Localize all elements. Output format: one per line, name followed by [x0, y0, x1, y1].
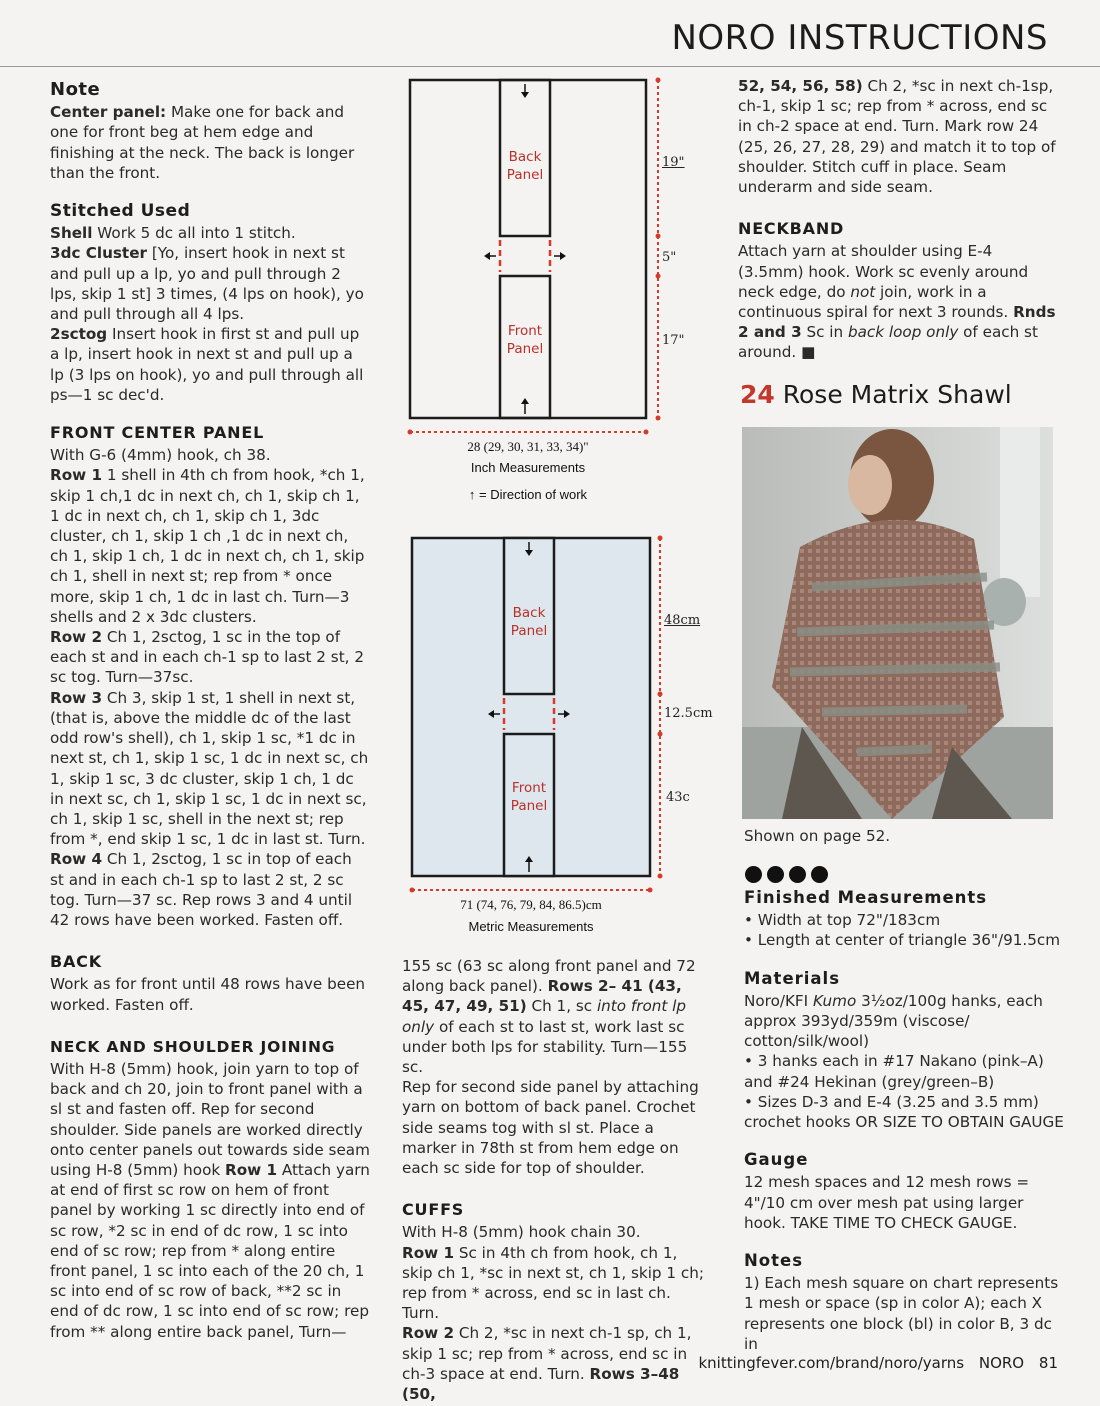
- cm-mid-measure: 12.5cm: [664, 706, 713, 721]
- cont-text: Ch 2, *sc in next ch-1sp, ch-1, skip 1 sc; rep from * across, end sc in ch-2 space at end. Turn. Mark row 24 (25, 26, 27, 28, 29) and match it to top of shoulder. Stitch cuff in place. Seam underarm and side seam.: [738, 77, 1056, 197]
- end-mark-icon: ■: [801, 343, 816, 362]
- mid-text2: Ch 1, sc: [531, 997, 593, 1016]
- inch-caption: Inch Measurements: [470, 460, 586, 475]
- stitch-3dc: [50, 243, 370, 324]
- cuff-row2-text: Ch 2, *sc in next ch-1 sp, ch 1, skip 1 sc; rep from * across, end sc in ch-3 space at end. Turn.: [402, 1324, 692, 1383]
- inch-front-label: Front Panel: [506, 323, 544, 357]
- mid-text4: Rep for second side panel by attaching yarn on bottom of back panel. Crochet side seams tog with sl st. Place a marker in 78th st from hem edge on each sc side for top of shoulder.: [402, 1078, 699, 1178]
- middle-column: [402, 956, 712, 1404]
- header-brand: NORO: [671, 18, 777, 58]
- project-name: Rose Matrix Shawl: [782, 380, 1012, 409]
- neck-text1: With H-8 (5mm) hook, join yarn to top of back and ch 20, join to front panel with a sl st and fasten off. Rep for second shoulder. Side panels are worked directly onto center panels out towards side seam using H-8 (5mm) hook: [50, 1059, 370, 1179]
- row3-text: Ch 3, skip 1 st, 1 shell in next st, (that is, above the middle dc of the last odd row's shell), ch 1, skip 1 sc, *1 dc in next st, ch 1, skip 1 sc, 1 dc in next sc, ch 1, skip 1 sc, 3 dc cluster, skip 1 ch, 1 dc in next sc, ch 1, skip 1 sc, 1 dc in next sc, ch 1, skip 1 sc, shell in the next st; rep from *, end skip 1 sc, 1 dc in last st. Turn.: [50, 688, 369, 849]
- mid-text3: of each st to last st, work last sc under both lps for stability. Turn—155 sc.: [402, 1017, 688, 1077]
- nb-rnds: Rnds 2 and 3: [738, 303, 1056, 342]
- nb-not: not: [850, 282, 876, 301]
- cuff-continuation: [738, 76, 1058, 197]
- metric-schematic: [410, 536, 663, 893]
- nb-text3: Sc in: [806, 323, 844, 342]
- note-lead: Center panel:: [50, 103, 167, 122]
- materials-item1: • 3 hanks each in #17 Nakano (pink–A) and #24 Hekinan (grey/green–B): [744, 1052, 1044, 1091]
- stitch-shell-text: Work 5 dc all into 1 stitch.: [97, 224, 296, 243]
- side-panel-paragraph: [402, 956, 712, 1077]
- cm-back-measure: 48cm: [664, 613, 701, 628]
- row4-term: Row 4: [50, 850, 103, 869]
- stitch-3dc-text: [Yo, insert hook in next st and pull up a lp, yo and pull through 2 lps, skip 1 st] 3 times, (4 lps on hook), yo and pull through all 4 lps.: [50, 244, 364, 324]
- cm-width-measure: 71 (74, 76, 79, 84, 86.5)cm: [460, 897, 602, 912]
- shawl-photo: [742, 427, 1053, 819]
- difficulty-dot-icon: [767, 866, 784, 883]
- row1-text: 1 shell in 4th ch from hook, *ch 1, skip 1 ch,1 dc in next ch, ch 1, skip ch 1, 1 dc in next ch, ch 1, skip ch 1, 3dc cluster, ch 1, skip 1 ch ,1 dc in next ch, ch 1, skip 1 ch, 1 dc in next ch, ch 1, skip ch 1, shell in next st; rep from * once more, skip 1 ch, 1 dc in last ch. Turn—3 shells and 2 x 3dc clusters.: [50, 466, 365, 626]
- row3-paragraph: [50, 688, 370, 850]
- neckband-heading: NECKBAND: [738, 219, 845, 239]
- nb-back: back loop only: [847, 323, 959, 342]
- stitch-2sc-text: Insert hook in first st and pull up a lp, insert hook in next st and pull up a lp (3 lps on hook), yo and pull through all ps—1 sc dec'd.: [50, 325, 364, 404]
- row3-term: Row 3: [50, 688, 103, 707]
- metric-back-label: Back Panel: [510, 605, 548, 639]
- cuffs-intro: With H-8 (5mm) hook chain 30.: [402, 1223, 641, 1242]
- footer-url: knittingfever.com/brand/noro/yarns: [698, 1354, 965, 1372]
- row2-text: Ch 1, 2sctog, 1 sc in the top of each st and in each ch-1 sp to last 2 st, 2 sc tog. Turn—37sc.: [50, 628, 364, 687]
- nb-text2: join, work in a continuous spiral for next 3 rounds.: [738, 282, 1009, 322]
- row1-paragraph: [50, 465, 370, 627]
- direction-arrow-icon: ↑: [468, 487, 476, 502]
- cuff-rows3-term: Rows 3–48 (50,: [402, 1364, 680, 1404]
- finished-item: • Width at top 72"/183cm: [744, 911, 941, 930]
- header-title: INSTRUCTIONS: [787, 18, 1048, 58]
- back-text: Work as for front until 48 rows have been worked. Fasten off.: [50, 975, 366, 1014]
- gauge-text: 12 mesh spaces and 12 mesh rows = 4"/10 cm over mesh pat using larger hook. TAKE TIME TO CHECK GAUGE.: [744, 1173, 1030, 1232]
- footer-brand: NORO: [978, 1354, 1025, 1372]
- note-heading: Note: [50, 79, 101, 100]
- neck-row1-term: Row 1: [225, 1160, 278, 1179]
- inch-back-label: Back Panel: [506, 149, 544, 183]
- shown-on: Shown on page 52.: [744, 827, 891, 845]
- back-heading: BACK: [50, 952, 102, 972]
- cuff-row1: [402, 1243, 712, 1324]
- cm-front-measure: 43c: [666, 790, 690, 805]
- cuff-row2: [402, 1323, 712, 1404]
- notes-text: 1) Each mesh square on chart represents 1 mesh or space (sp in color A); each X represents one block (bl) in color B, 3 dc in: [744, 1274, 1059, 1353]
- stitch-shell: [50, 223, 370, 243]
- inch-width-measure: 28 (29, 30, 31, 33, 34)": [467, 439, 589, 454]
- finished-item: • Length at center of triangle 36"/91.5cm: [744, 931, 1061, 950]
- right-column-top: [738, 76, 1058, 363]
- project-title: [740, 380, 1012, 409]
- page-footer: [698, 1354, 1058, 1372]
- note-text: Make one for back and one for front beg at hem edge and finishing at the neck. The back is longer than the front.: [50, 103, 355, 182]
- neck-heading: NECK AND SHOULDER JOINING: [50, 1037, 336, 1056]
- row1-term: Row 1: [50, 466, 103, 485]
- inch-front-measure: 17": [662, 333, 685, 348]
- materials-heading: Materials: [744, 968, 841, 988]
- cuff-row1-term: Row 1: [402, 1243, 455, 1262]
- materials-item2: • Sizes D-3 and E-4 (3.25 and 3.5 mm) crochet hooks OR SIZE TO OBTAIN GAUGE: [744, 1092, 1064, 1132]
- row2-paragraph: [50, 627, 370, 688]
- page-header: [671, 18, 1048, 58]
- gauge-heading: Gauge: [744, 1150, 809, 1170]
- inch-schematic: [408, 78, 661, 435]
- difficulty-dot-icon: [745, 866, 762, 883]
- cuff-row1-text: Sc in 4th ch from hook, ch 1, skip ch 1, *sc in next st, ch 1, skip 1 ch; rep from * across, end sc in last ch. Turn.: [402, 1243, 704, 1323]
- nb-text4: of each st around.: [738, 323, 1038, 362]
- finished-item-width: Width at top 72"/183cm: [757, 911, 941, 930]
- finished-heading: Finished Measurements: [744, 888, 988, 907]
- materials-kumo: Kumo: [812, 991, 857, 1010]
- difficulty-dot-icon: [789, 866, 806, 883]
- stitch-2sc-term: 2sctog: [50, 325, 108, 344]
- cuff-row2-term: Row 2: [402, 1324, 455, 1343]
- direction-caption: [410, 487, 646, 502]
- mid-rows-term: Rows 2– 41 (43, 45, 47, 49, 51): [402, 977, 682, 1016]
- materials-text2: 3½oz/100g hanks, each approx 393yd/359m (viscose/ cotton/silk/wool): [744, 991, 1043, 1051]
- project-number: 24: [740, 380, 775, 409]
- materials-text1: Noro/KFI: [744, 991, 809, 1010]
- neck-text2: Attach yarn at end of first sc row on hem of front panel by working 1 sc directly into end of sc row, *2 sc in end of dc row, 1 sc into end of sc row; rep from * along entire front panel, 1 sc into each of the 20 ch, 1 sc into end of sc row of back, **2 sc in end of dc row, 1 sc into end of sc row; rep from ** along entire back panel, Turn—: [50, 1160, 370, 1341]
- front-intro: With G-6 (4mm) hook, ch 38.: [50, 446, 271, 465]
- header-rule: [0, 66, 1100, 67]
- row2-term: Row 2: [50, 628, 103, 647]
- difficulty-dot-icon: [811, 866, 828, 883]
- metric-front-label: Front Panel: [510, 780, 548, 814]
- difficulty-dots: [745, 866, 833, 887]
- note-paragraph: [50, 102, 370, 183]
- page-number: 81: [1038, 1354, 1058, 1372]
- cm-caption: Metric Measurements: [468, 919, 594, 934]
- stitch-2sctog: [50, 324, 370, 405]
- cuffs-heading: CUFFS: [402, 1200, 465, 1220]
- stitch-shell-term: Shell: [50, 224, 93, 243]
- right-column-bottom: [744, 888, 1064, 1354]
- inch-mid-measure: 5": [662, 250, 677, 265]
- schematic-diagram: [400, 72, 700, 952]
- row4-text: Ch 1, 2sctog, 1 sc in top of each st and in each ch-1 sp to last 2 st, 2 sc tog. Turn—37 sc. Rep rows 3 and 4 until 42 rows have been worked. Fasten off.: [50, 850, 353, 929]
- row4-paragraph: [50, 849, 370, 930]
- inch-outer-frame: [410, 80, 646, 418]
- finished-item-length: Length at center of triangle 36"/91.5cm: [757, 931, 1061, 950]
- materials-paragraph: [744, 991, 1064, 1052]
- cont-term: 52, 54, 56, 58): [738, 77, 863, 95]
- inch-back-measure: 19": [662, 155, 685, 170]
- neckband-paragraph: [738, 241, 1058, 362]
- stitches-heading: Stitched Used: [50, 201, 191, 222]
- nb-text1: Attach yarn at shoulder using E-4 (3.5mm) hook. Work sc evenly around neck edge, do: [738, 242, 1029, 301]
- mid-text1: 155 sc (63 sc along front panel and 72 along back panel).: [402, 957, 696, 996]
- stitch-3dc-term: 3dc Cluster: [50, 244, 147, 263]
- front-heading: FRONT CENTER PANEL: [50, 423, 265, 443]
- notes-heading: Notes: [744, 1251, 804, 1271]
- direction-text: = Direction of work: [479, 487, 588, 502]
- neck-paragraph: [50, 1059, 370, 1342]
- mid-text2-italic: into front lp only: [402, 997, 687, 1036]
- left-column: [50, 80, 370, 1342]
